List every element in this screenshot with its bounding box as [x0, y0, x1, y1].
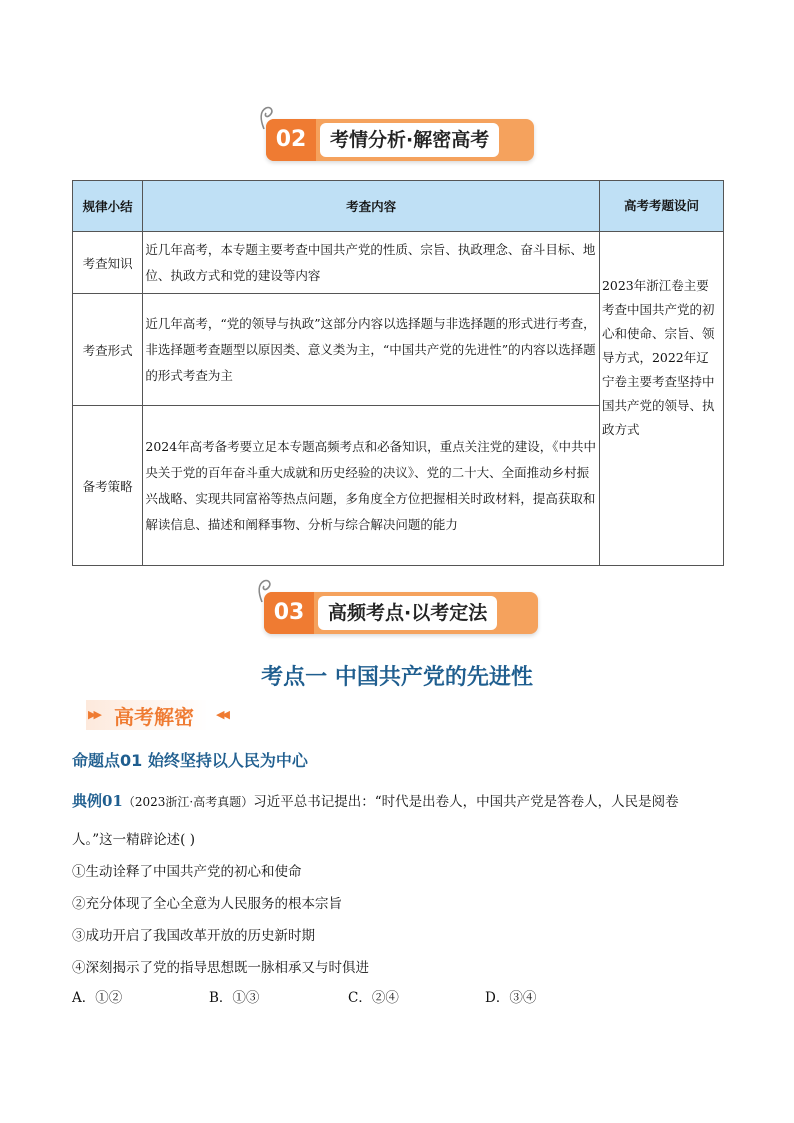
double-arrow-right-icon: ▶▶: [88, 708, 99, 721]
statement-item: ②充分体现了全心全意为人民服务的根本宗旨: [72, 896, 342, 912]
example-text: 习近平总书记提出：“时代是出卷人，中国共产党是答卷人，人民是阅卷: [253, 794, 679, 810]
statement-item: ①生动诠释了中国共产党的初心和使命: [72, 864, 302, 880]
option-d[interactable]: D．③④: [485, 990, 537, 1006]
section-title: 高频考点·以考定法: [318, 596, 497, 630]
section-02-banner: [0, 105, 794, 175]
example-line-1: [72, 790, 732, 811]
row-content: 近几年高考，“党的领导与执政”这部分内容以选择题与非选择题的形式进行考查，非选择题考查题型以原因类、意义类为主，“中国共产党的先进性”的内容以选择题的形式考查为主: [143, 294, 600, 406]
table-header: 规律小结: [73, 181, 143, 232]
option-a[interactable]: A．①②: [72, 990, 123, 1006]
example-line-2: 人。”这一精辟论述( ): [72, 832, 195, 848]
double-arrow-left-icon: ◀◀: [216, 708, 227, 721]
row-content: 2024年高考备考要立足本专题高频考点和必备知识，重点关注党的建设，《中共中央关于党的百年奋斗重大成就和历史经验的决议》、党的二十大、全面推动乡村振兴战略、实现共同富裕等热点问题，多角度全方位把握相关时政材料，提高获取和解读信息、描述和阐释事物、分析与综合解决问题的能力: [143, 406, 600, 566]
section-number: 02: [266, 119, 316, 161]
secret-label: 高考解密: [114, 705, 194, 729]
table-row: [73, 232, 724, 294]
option-b[interactable]: B．①③: [209, 990, 260, 1006]
table-header-row: [73, 181, 724, 232]
section-number: 03: [264, 592, 314, 634]
statement-item: ③成功开启了我国改革开放的历史新时期: [72, 928, 315, 944]
row-label: 考查形式: [73, 294, 143, 406]
option-c[interactable]: C．②④: [348, 990, 399, 1006]
example-tag: 典例01: [72, 792, 123, 810]
question-cell: 2023年浙江卷主要考查中国共产党的初心和使命、宗旨、领导方式，2022年辽宁卷主要考查坚持中国共产党的领导、执政方式: [599, 232, 723, 566]
row-label: 考查知识: [73, 232, 143, 294]
section-03-banner: [0, 578, 794, 648]
table-header: 高考考题设问: [599, 181, 723, 232]
exam-analysis-table: [72, 180, 724, 566]
section-title: 考情分析·解密高考: [320, 123, 499, 157]
row-content: 近几年高考，本专题主要考查中国共产党的性质、宗旨、执政理念、奋斗目标、地位、执政方式和党的建设等内容: [143, 232, 600, 294]
answer-options: [72, 986, 732, 1006]
kaodian-title: 考点一 中国共产党的先进性: [261, 665, 533, 690]
proposition-title: 命题点01 始终坚持以人民为中心: [72, 751, 308, 770]
statement-item: ④深刻揭示了党的指导思想既一脉相承又与时俱进: [72, 960, 369, 976]
secret-heading: [86, 700, 238, 730]
row-label: 备考策略: [73, 406, 143, 566]
example-source: （2023浙江·高考真题）: [122, 795, 254, 809]
table-header: 考查内容: [143, 181, 600, 232]
